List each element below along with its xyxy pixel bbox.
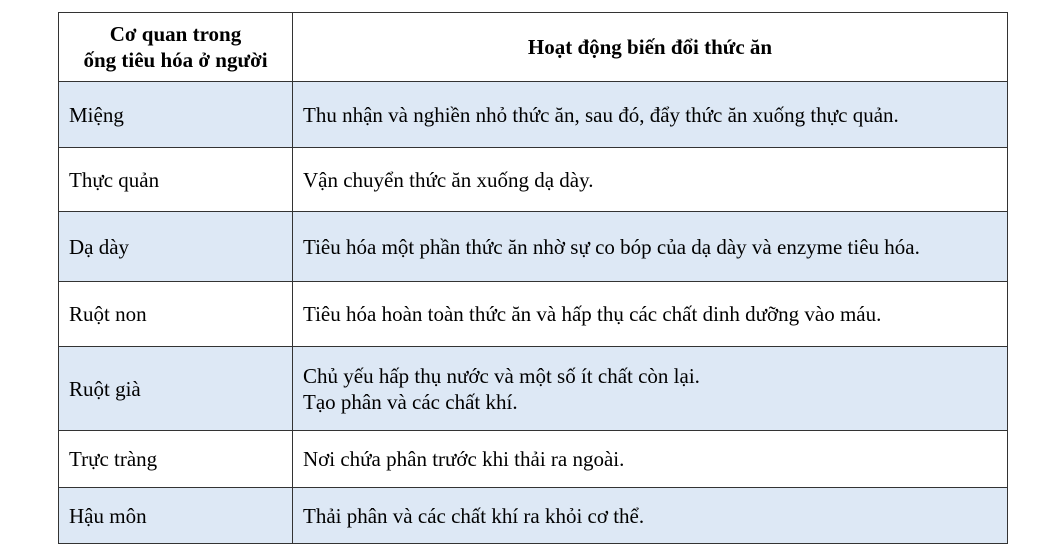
activity-cell bbox=[293, 148, 1008, 212]
table-row bbox=[59, 212, 1008, 282]
header-organ-line-2: ống tiêu hóa ở người bbox=[83, 48, 268, 72]
activity-line: Chủ yếu hấp thụ nước và một số ít chất còn lại. bbox=[303, 363, 700, 388]
digestive-table-container bbox=[58, 12, 1008, 544]
header-organ-line-1: Cơ quan trong bbox=[109, 22, 242, 46]
header-activity bbox=[293, 13, 1008, 82]
activity-line: Thải phân và các chất khí ra khỏi cơ thể. bbox=[303, 503, 645, 528]
table-row bbox=[59, 148, 1008, 212]
organ-cell: Hậu môn bbox=[59, 488, 293, 544]
organ-cell: Miệng bbox=[59, 82, 293, 148]
table-row bbox=[59, 347, 1008, 431]
organ-cell: Dạ dày bbox=[59, 212, 293, 282]
activity-line: Tiêu hóa một phần thức ăn nhờ sự co bóp của dạ dày và enzyme tiêu hóa. bbox=[303, 234, 920, 259]
activity-line: Tiêu hóa hoàn toàn thức ăn và hấp thụ các chất dinh dưỡng vào máu. bbox=[303, 302, 882, 326]
table-row bbox=[59, 431, 1008, 488]
activity-line: Tạo phân và các chất khí. bbox=[303, 389, 518, 414]
table-row bbox=[59, 82, 1008, 148]
header-organ bbox=[59, 13, 293, 82]
organ-cell: Trực tràng bbox=[59, 431, 293, 488]
organ-cell: Ruột non bbox=[59, 282, 293, 347]
table-header-row bbox=[59, 13, 1008, 82]
activity-cell bbox=[293, 488, 1008, 544]
activity-line: Thu nhận và nghiền nhỏ thức ăn, sau đó, đẩy thức ăn xuống thực quản. bbox=[303, 102, 899, 127]
activity-line: Vận chuyển thức ăn xuống dạ dày. bbox=[303, 167, 594, 192]
activity-cell bbox=[293, 82, 1008, 148]
organ-cell: Thực quản bbox=[59, 148, 293, 212]
table-row bbox=[59, 282, 1008, 347]
digestive-organs-table bbox=[58, 12, 1008, 544]
table-row bbox=[59, 488, 1008, 544]
activity-cell bbox=[293, 431, 1008, 488]
activity-cell bbox=[293, 282, 1008, 347]
organ-cell: Ruột già bbox=[59, 347, 293, 431]
header-activity-line-1: Hoạt động biến đổi thức ăn bbox=[527, 35, 773, 59]
activity-cell bbox=[293, 347, 1008, 431]
activity-cell bbox=[293, 212, 1008, 282]
activity-line: Nơi chứa phân trước khi thải ra ngoài. bbox=[303, 447, 625, 471]
